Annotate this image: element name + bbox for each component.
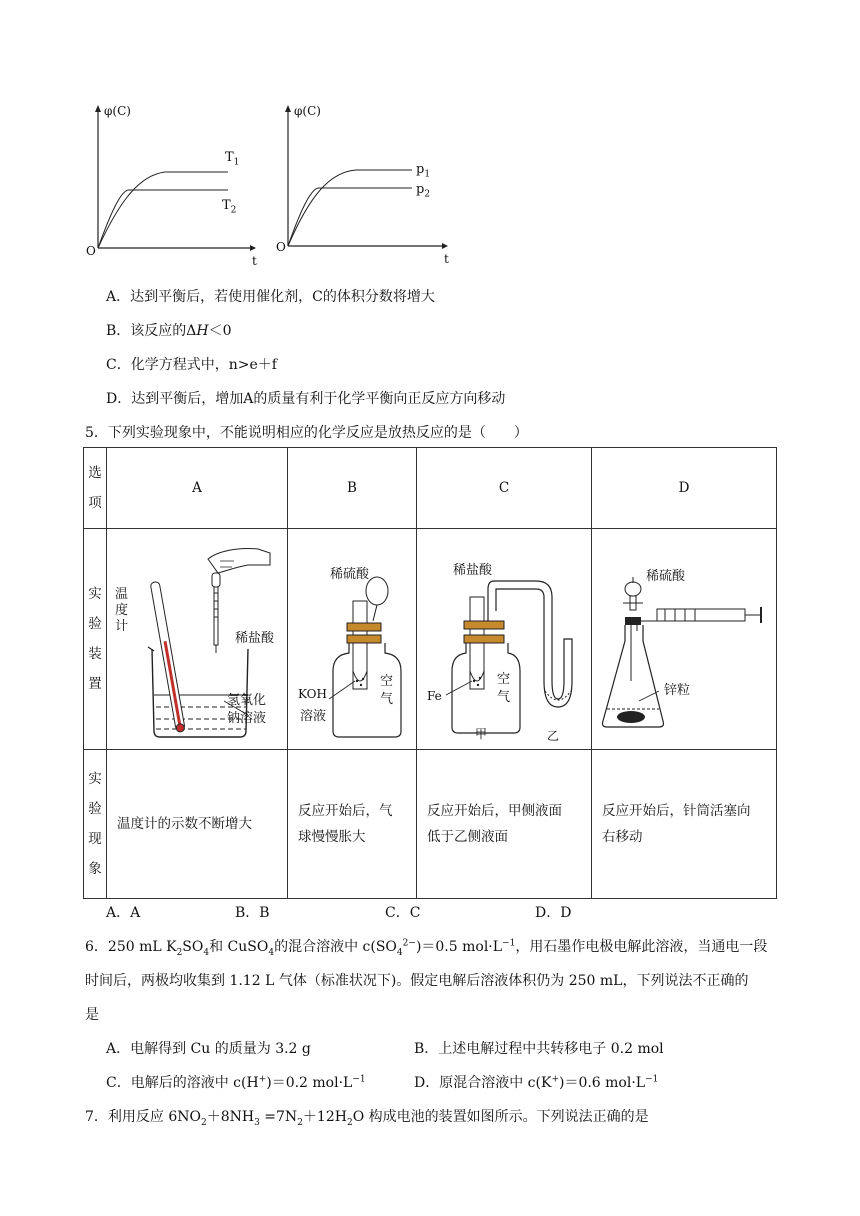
apparatus-d	[592, 529, 777, 750]
graph1-origin: O	[86, 244, 96, 258]
col-c-header: C	[417, 448, 592, 529]
q6-option-a: A．电解得到 Cu 的质量为 3.2 g	[106, 1041, 311, 1057]
label-a-sol2: 钠溶液	[227, 711, 267, 726]
graph-temperature	[80, 100, 260, 270]
label-d-zn: 锌粒	[664, 683, 691, 698]
label-c-fe: Fe	[427, 689, 442, 703]
graph1-curve-t1: $T_1$	[225, 150, 240, 168]
q6-line3: 是	[85, 1007, 99, 1023]
graph1-xlabel: t	[252, 254, 257, 268]
q5-answer-a: A．A	[106, 905, 141, 921]
obs-a: 温度计的示数不断增大	[107, 750, 288, 899]
label-d-acid: 稀硫酸	[646, 569, 686, 584]
q5-stem: 5．下列实验现象中，不能说明相应的化学反应是放热反应的是（ ）	[85, 425, 528, 441]
col-header-char-1: 选	[88, 465, 102, 481]
label-a-acid: 稀盐酸	[235, 631, 275, 646]
graph2-origin: O	[276, 240, 286, 254]
col-a-header: A	[107, 448, 288, 529]
graph2-curve-p1: $p_1$	[416, 162, 431, 180]
apparatus-c	[417, 529, 592, 750]
q6-option-d: D．原混合溶液中 c(K+)＝0.6 $mol\cdot L^{-1}$	[414, 1074, 659, 1091]
col-d-header: D	[592, 448, 777, 529]
obs-b: 反应开始后，气 球慢慢胀大	[288, 750, 417, 899]
q6-option-c: C．电解后的溶液中 c(H+)＝0.2 $mol\cdot L^{-1}$	[106, 1074, 366, 1091]
q5-answer-d: D．D	[535, 905, 572, 921]
q4-option-a: A．达到平衡后，若使用催化剂，C的体积分数将增大	[106, 289, 435, 305]
apparatus-a	[107, 529, 288, 750]
label-b-koh1: KOH	[298, 687, 327, 701]
label-b-koh2: 溶液	[300, 709, 327, 724]
u-tube-diagram	[418, 531, 590, 747]
label-c-air: 空气	[497, 672, 511, 705]
graph2-ylabel: φ(C)	[294, 104, 321, 118]
syringe-flask-diagram	[593, 531, 775, 747]
q5-answer-b: B．B	[235, 905, 270, 921]
label-b-air: 空气	[380, 674, 394, 707]
obs-d: 反应开始后，针筒活塞向 右移动	[592, 750, 777, 899]
graph1-ylabel: φ(C)	[104, 104, 131, 118]
apparatus-b	[288, 529, 417, 750]
label-c-jia: 甲	[475, 727, 488, 741]
graph1-curve-t2: $T_2$	[222, 198, 237, 216]
col-b-header: B	[288, 448, 417, 529]
q4-option-b: B．该反应的ΔH＜0	[106, 323, 232, 339]
row-observation-label: 实 验 现 象	[84, 750, 107, 899]
col-header-char-2: 项	[88, 495, 102, 511]
label-b-acid: 稀硫酸	[330, 567, 370, 582]
label-thermometer: 温度计	[115, 587, 129, 634]
q6-line1: 6．250 mL $K_2SO_4$和 CuSO$_4$的混合溶液中 $c(SO_4^{2-})=0.5$ $mol\cdot L^{-1}$，用石墨作电极电解此溶液，当通电一段	[85, 938, 768, 958]
q4-option-d: D．达到平衡后，增加A的质量有利于化学平衡向正反应方向移动	[106, 391, 506, 407]
label-c-acid: 稀盐酸	[453, 563, 493, 578]
label-c-yi: 乙	[547, 729, 560, 743]
graph2-xlabel: t	[444, 252, 449, 266]
q4-option-c: C．化学方程式中，n>e＋f	[106, 357, 277, 373]
obs-c: 反应开始后，甲侧液面 低于乙侧液面	[417, 750, 592, 899]
q6-line2: 时间后，两极均收集到 1.12 L 气体（标准状况下)。假定电解后溶液体积仍为 250 mL，下列说法不正确的	[85, 973, 749, 989]
q5-answer-c: C．C	[385, 905, 421, 921]
experiment-table	[83, 447, 777, 899]
row-apparatus-label: 实 验 装 置	[84, 529, 107, 750]
col-header-label	[84, 448, 107, 529]
graph2-curve-p2: $p_2$	[416, 182, 431, 200]
label-a-sol1: 氢氧化	[227, 693, 267, 708]
q6-option-b: B．上述电解过程中共转移电子 0.2 mol	[414, 1041, 664, 1057]
q7-stem: 7．利用反应 $6NO_2+8NH_3 =7N_2+12H_2O$ 构成电池的装置如图所示。下列说法正确的是	[85, 1109, 649, 1128]
